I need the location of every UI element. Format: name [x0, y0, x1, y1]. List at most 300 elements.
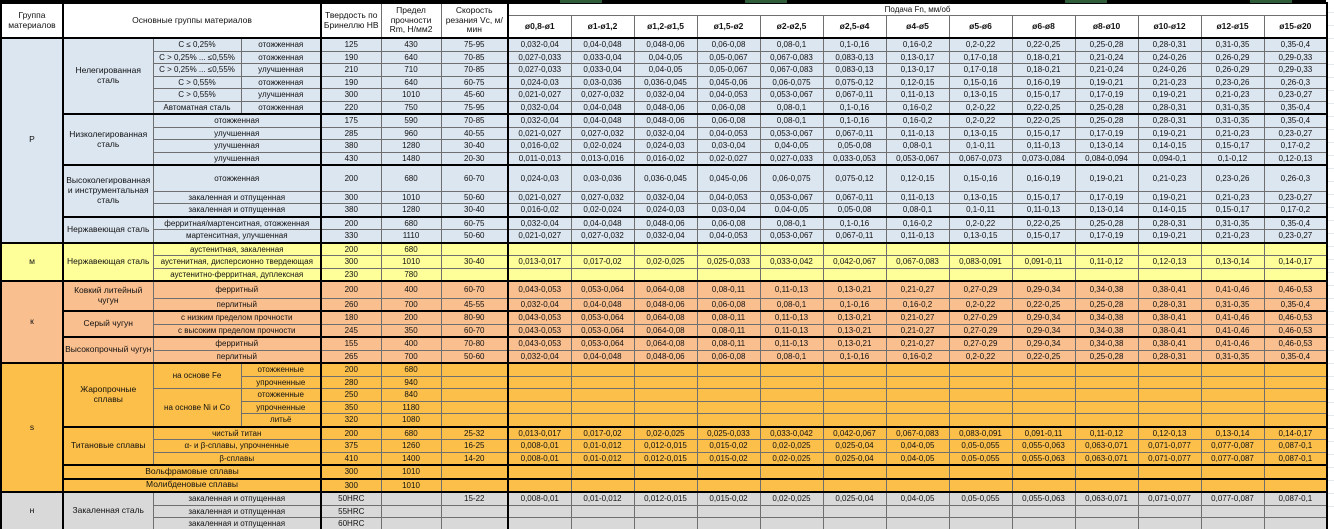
cell-feed[interactable]: 0,048-0,06	[634, 101, 697, 114]
cell-feed[interactable]: 0,2-0,22	[949, 114, 1012, 127]
cell-feed[interactable]: 0,067-0,083	[886, 427, 949, 440]
cell-feed[interactable]: 0,017-0,02	[571, 256, 634, 269]
cell-feed[interactable]: 0,13-0,15	[949, 191, 1012, 204]
cell-feed[interactable]: 0,17-0,2	[1264, 140, 1327, 153]
cell-hardness[interactable]: 410	[321, 452, 381, 465]
cell-feed[interactable]	[1264, 376, 1327, 389]
cell-speed[interactable]	[441, 363, 508, 376]
cell-feed[interactable]: 0,04-0,053	[697, 89, 760, 102]
cell-feed[interactable]: 0,021-0,027	[508, 191, 571, 204]
cell-feed[interactable]	[508, 401, 571, 414]
cell-feed[interactable]	[949, 401, 1012, 414]
cell-feed[interactable]	[949, 465, 1012, 479]
cell-feed[interactable]: 0,05-0,067	[697, 64, 760, 77]
cell-feed[interactable]: 0,036-0,045	[634, 76, 697, 89]
cell-feed[interactable]: 0,11-0,13	[760, 337, 823, 350]
material-subtype[interactable]: с низким пределом прочности	[153, 311, 321, 324]
cell-feed[interactable]: 0,021-0,027	[508, 127, 571, 140]
cell-strength[interactable]: 1010	[381, 465, 441, 479]
cell-feed[interactable]: 0,08-0,1	[886, 140, 949, 153]
material-family[interactable]: Жаропрочные сплавы	[63, 363, 153, 427]
cell-feed[interactable]: 0,03-0,036	[571, 76, 634, 89]
cell-feed[interactable]: 0,05-0,08	[823, 204, 886, 217]
cell-speed[interactable]: 80-90	[441, 311, 508, 324]
cell-feed[interactable]: 0,06-0,08	[697, 298, 760, 311]
cell-feed[interactable]	[634, 376, 697, 389]
cell-feed[interactable]: 0,084-0,094	[1075, 152, 1138, 165]
cell-feed[interactable]	[571, 414, 634, 427]
cell-feed[interactable]	[634, 465, 697, 479]
cell-feed[interactable]: 0,06-0,08	[697, 38, 760, 51]
material-state[interactable]: отожженные	[241, 389, 321, 402]
cell-speed[interactable]	[441, 401, 508, 414]
cell-hardness[interactable]: 300	[321, 256, 381, 269]
cell-feed[interactable]: 0,043-0,053	[508, 337, 571, 350]
cell-speed[interactable]	[441, 479, 508, 493]
cell-feed[interactable]	[823, 414, 886, 427]
cell-feed[interactable]: 0,042-0,067	[823, 427, 886, 440]
cell-speed[interactable]	[441, 505, 508, 518]
cell-feed[interactable]	[697, 414, 760, 427]
cell-speed[interactable]: 45-55	[441, 298, 508, 311]
cell-strength[interactable]: 680	[381, 217, 441, 230]
cell-feed[interactable]	[571, 376, 634, 389]
cell-feed[interactable]: 0,08-0,1	[760, 38, 823, 51]
cell-feed[interactable]	[949, 479, 1012, 493]
cell-feed[interactable]: 0,067-0,083	[760, 64, 823, 77]
cell-speed[interactable]: 75-95	[441, 101, 508, 114]
cell-feed[interactable]: 0,16-0,19	[1012, 76, 1075, 89]
cell-feed[interactable]: 0,045-0,06	[697, 76, 760, 89]
cell-feed[interactable]: 0,04-0,053	[697, 127, 760, 140]
cell-feed[interactable]	[1012, 401, 1075, 414]
material-state[interactable]: литьё	[241, 414, 321, 427]
cell-feed[interactable]: 0,27-0,29	[949, 281, 1012, 298]
cell-feed[interactable]: 0,013-0,017	[508, 256, 571, 269]
cell-feed[interactable]: 0,087-0,1	[1264, 492, 1327, 505]
cell-feed[interactable]: 0,17-0,2	[1264, 204, 1327, 217]
cell-strength[interactable]: 1180	[381, 401, 441, 414]
material-subtype[interactable]: закаленная и отпущенная	[153, 191, 321, 204]
cell-feed[interactable]	[1138, 414, 1201, 427]
cell-feed[interactable]: 0,29-0,33	[1264, 64, 1327, 77]
cell-feed[interactable]: 0,1-0,16	[823, 350, 886, 363]
cell-feed[interactable]: 0,04-0,05	[634, 64, 697, 77]
cell-feed[interactable]: 0,08-0,1	[760, 217, 823, 230]
cell-feed[interactable]	[1075, 363, 1138, 376]
cell-feed[interactable]: 0,28-0,31	[1138, 38, 1201, 51]
cell-feed[interactable]: 0,013-0,016	[571, 152, 634, 165]
cell-feed[interactable]: 0,12-0,15	[886, 76, 949, 89]
cell-feed[interactable]	[823, 243, 886, 256]
cell-feed[interactable]: 0,21-0,27	[886, 311, 949, 324]
cell-speed[interactable]	[441, 243, 508, 256]
cell-feed[interactable]	[1075, 243, 1138, 256]
cell-feed[interactable]	[571, 243, 634, 256]
cell-feed[interactable]: 0,063-0,071	[1075, 440, 1138, 453]
cell-hardness[interactable]: 300	[321, 465, 381, 479]
cell-hardness[interactable]: 200	[321, 165, 381, 191]
cell-feed[interactable]	[1012, 505, 1075, 518]
cell-feed[interactable]: 0,04-0,05	[760, 204, 823, 217]
cell-speed[interactable]: 60-70	[441, 165, 508, 191]
cell-hardness[interactable]: 200	[321, 281, 381, 298]
cell-feed[interactable]: 0,12-0,13	[1264, 152, 1327, 165]
cell-feed[interactable]	[634, 389, 697, 402]
cell-feed[interactable]: 0,25-0,28	[1075, 350, 1138, 363]
cell-feed[interactable]: 0,13-0,14	[1201, 256, 1264, 269]
cell-feed[interactable]: 0,31-0,35	[1201, 217, 1264, 230]
cell-feed[interactable]: 0,08-0,11	[697, 337, 760, 350]
cell-feed[interactable]: 0,091-0,11	[1012, 256, 1075, 269]
cell-strength[interactable]: 1010	[381, 256, 441, 269]
cell-feed[interactable]	[1201, 363, 1264, 376]
cell-strength[interactable]: 400	[381, 337, 441, 350]
cell-feed[interactable]	[697, 268, 760, 281]
cell-strength[interactable]: 1010	[381, 191, 441, 204]
cell-feed[interactable]	[571, 518, 634, 529]
cell-feed[interactable]: 0,21-0,23	[1201, 89, 1264, 102]
cell-feed[interactable]: 0,31-0,35	[1201, 350, 1264, 363]
cell-feed[interactable]: 0,15-0,17	[1012, 89, 1075, 102]
cell-hardness[interactable]: 230	[321, 268, 381, 281]
cell-feed[interactable]: 0,2-0,22	[949, 217, 1012, 230]
cell-feed[interactable]: 0,04-0,05	[634, 51, 697, 64]
cell-feed[interactable]: 0,055-0,063	[1012, 440, 1075, 453]
cell-feed[interactable]	[760, 376, 823, 389]
material-state[interactable]: отожженная	[241, 101, 321, 114]
material-subtype[interactable]: аустенитно-ферритная, дуплексная	[153, 268, 321, 281]
cell-feed[interactable]: 0,29-0,34	[1012, 281, 1075, 298]
cell-feed[interactable]	[697, 389, 760, 402]
cell-feed[interactable]: 0,26-0,3	[1264, 76, 1327, 89]
cell-feed[interactable]	[508, 268, 571, 281]
cell-feed[interactable]: 0,16-0,2	[886, 350, 949, 363]
cell-feed[interactable]: 0,28-0,31	[1138, 114, 1201, 127]
cell-feed[interactable]: 0,13-0,21	[823, 337, 886, 350]
cell-feed[interactable]: 0,053-0,067	[886, 152, 949, 165]
cell-feed[interactable]: 0,055-0,063	[1012, 492, 1075, 505]
cell-speed[interactable]: 75-95	[441, 38, 508, 51]
cell-feed[interactable]: 0,02-0,025	[760, 440, 823, 453]
cell-feed[interactable]: 0,31-0,35	[1201, 101, 1264, 114]
cell-feed[interactable]: 0,16-0,2	[886, 217, 949, 230]
cell-feed[interactable]: 0,048-0,06	[634, 298, 697, 311]
cell-feed[interactable]: 0,032-0,04	[508, 38, 571, 51]
cell-feed[interactable]: 0,083-0,13	[823, 51, 886, 64]
cell-feed[interactable]: 0,067-0,11	[823, 191, 886, 204]
cell-hardness[interactable]: 220	[321, 101, 381, 114]
cell-feed[interactable]	[571, 505, 634, 518]
cell-feed[interactable]: 0,02-0,025	[634, 256, 697, 269]
cell-strength[interactable]: 750	[381, 101, 441, 114]
cell-feed[interactable]: 0,043-0,053	[508, 311, 571, 324]
cell-feed[interactable]: 0,027-0,033	[760, 152, 823, 165]
cell-feed[interactable]	[886, 363, 949, 376]
material-subtype[interactable]: аустенитная, дисперсионно твердеющая	[153, 256, 321, 269]
cell-feed[interactable]: 0,04-0,048	[571, 101, 634, 114]
material-subtype[interactable]: отожженная	[153, 165, 321, 191]
cell-feed[interactable]	[949, 389, 1012, 402]
header-diameter[interactable]: ø1-ø1,2	[571, 16, 634, 39]
cell-feed[interactable]: 0,077-0,087	[1201, 492, 1264, 505]
cell-hardness[interactable]: 245	[321, 324, 381, 337]
cell-feed[interactable]: 0,05-0,055	[949, 452, 1012, 465]
material-state[interactable]: улучшенная	[241, 89, 321, 102]
material-family[interactable]: Молибденовые сплавы	[63, 479, 321, 493]
cell-strength[interactable]: 1080	[381, 414, 441, 427]
cell-feed[interactable]: 0,024-0,03	[508, 165, 571, 191]
cell-strength[interactable]: 1260	[381, 440, 441, 453]
cell-strength[interactable]: 350	[381, 324, 441, 337]
cell-strength[interactable]: 430	[381, 38, 441, 51]
cell-feed[interactable]	[1138, 505, 1201, 518]
material-subtype[interactable]: улучшенная	[153, 140, 321, 153]
cell-hardness[interactable]: 285	[321, 127, 381, 140]
cell-strength[interactable]: 960	[381, 127, 441, 140]
cell-feed[interactable]: 0,17-0,19	[1075, 89, 1138, 102]
cell-feed[interactable]	[508, 505, 571, 518]
cell-feed[interactable]	[1075, 376, 1138, 389]
cell-feed[interactable]: 0,21-0,23	[1138, 76, 1201, 89]
cell-feed[interactable]: 0,04-0,05	[886, 492, 949, 505]
cell-feed[interactable]	[1075, 465, 1138, 479]
material-state[interactable]: упрочненные	[241, 401, 321, 414]
cell-feed[interactable]: 0,033-0,042	[760, 427, 823, 440]
cell-feed[interactable]: 0,19-0,21	[1075, 76, 1138, 89]
cell-feed[interactable]: 0,087-0,1	[1264, 452, 1327, 465]
cell-feed[interactable]: 0,21-0,23	[1201, 230, 1264, 243]
cell-hardness[interactable]: 55HRC	[321, 505, 381, 518]
cell-feed[interactable]: 0,34-0,38	[1075, 311, 1138, 324]
cell-feed[interactable]: 0,011-0,013	[508, 152, 571, 165]
cell-feed[interactable]	[571, 268, 634, 281]
cell-feed[interactable]: 0,071-0,077	[1138, 440, 1201, 453]
material-subgroup[interactable]: на основе Ni и Co	[153, 389, 241, 427]
cell-strength[interactable]: 1400	[381, 452, 441, 465]
cell-feed[interactable]	[1012, 389, 1075, 402]
cell-feed[interactable]: 0,29-0,34	[1012, 311, 1075, 324]
cell-feed[interactable]	[760, 401, 823, 414]
material-family[interactable]: Высокопрочный чугун	[63, 337, 153, 363]
cell-feed[interactable]: 0,35-0,4	[1264, 101, 1327, 114]
cell-feed[interactable]: 0,064-0,08	[634, 281, 697, 298]
cell-feed[interactable]: 0,15-0,16	[949, 76, 1012, 89]
cell-speed[interactable]	[441, 414, 508, 427]
cell-feed[interactable]	[760, 505, 823, 518]
cell-feed[interactable]: 0,16-0,2	[886, 114, 949, 127]
cell-feed[interactable]	[1264, 401, 1327, 414]
cell-feed[interactable]: 0,021-0,027	[508, 230, 571, 243]
cell-feed[interactable]: 0,41-0,46	[1201, 324, 1264, 337]
cell-feed[interactable]: 0,31-0,35	[1201, 298, 1264, 311]
cell-feed[interactable]: 0,036-0,045	[634, 165, 697, 191]
cell-feed[interactable]: 0,015-0,02	[697, 492, 760, 505]
cell-feed[interactable]: 0,11-0,12	[1075, 256, 1138, 269]
cell-feed[interactable]	[1138, 465, 1201, 479]
cell-feed[interactable]	[823, 479, 886, 493]
cell-feed[interactable]: 0,15-0,17	[1012, 191, 1075, 204]
cell-feed[interactable]	[697, 243, 760, 256]
material-subtype[interactable]: улучшенная	[153, 152, 321, 165]
cell-feed[interactable]: 0,032-0,04	[508, 217, 571, 230]
cell-feed[interactable]: 0,28-0,31	[1138, 298, 1201, 311]
cell-strength[interactable]: 700	[381, 350, 441, 363]
cell-feed[interactable]: 0,35-0,4	[1264, 350, 1327, 363]
cell-speed[interactable]: 15-22	[441, 492, 508, 505]
cell-feed[interactable]: 0,1-0,16	[823, 298, 886, 311]
cell-strength[interactable]: 1280	[381, 140, 441, 153]
cell-feed[interactable]: 0,12-0,13	[1138, 427, 1201, 440]
cell-feed[interactable]: 0,17-0,19	[1075, 230, 1138, 243]
group-letter[interactable]: к	[1, 281, 63, 363]
cell-feed[interactable]: 0,08-0,1	[760, 298, 823, 311]
cell-feed[interactable]	[949, 376, 1012, 389]
cell-feed[interactable]: 0,083-0,091	[949, 256, 1012, 269]
cell-feed[interactable]	[823, 376, 886, 389]
cell-feed[interactable]: 0,21-0,23	[1201, 127, 1264, 140]
cell-speed[interactable]	[441, 389, 508, 402]
cell-feed[interactable]: 0,094-0,1	[1138, 152, 1201, 165]
cell-feed[interactable]: 0,1-0,16	[823, 217, 886, 230]
cell-feed[interactable]	[1264, 465, 1327, 479]
cell-feed[interactable]: 0,053-0,064	[571, 324, 634, 337]
material-subtype[interactable]: C ≤ 0,25%	[153, 38, 241, 51]
cell-hardness[interactable]: 180	[321, 311, 381, 324]
cell-feed[interactable]: 0,032-0,04	[508, 101, 571, 114]
cell-feed[interactable]	[1012, 376, 1075, 389]
cell-feed[interactable]: 0,11-0,13	[886, 230, 949, 243]
cell-feed[interactable]: 0,27-0,29	[949, 311, 1012, 324]
material-subtype[interactable]: перлитный	[153, 298, 321, 311]
cell-feed[interactable]	[1264, 479, 1327, 493]
cell-feed[interactable]: 0,048-0,06	[634, 217, 697, 230]
cell-feed[interactable]: 0,13-0,14	[1075, 204, 1138, 217]
cell-strength[interactable]	[381, 492, 441, 505]
cell-feed[interactable]	[760, 363, 823, 376]
cell-feed[interactable]: 0,032-0,04	[508, 298, 571, 311]
cell-feed[interactable]: 0,053-0,067	[760, 89, 823, 102]
cell-feed[interactable]: 0,04-0,048	[571, 38, 634, 51]
cell-feed[interactable]: 0,02-0,025	[760, 492, 823, 505]
cell-feed[interactable]: 0,11-0,13	[886, 89, 949, 102]
cell-feed[interactable]	[886, 505, 949, 518]
material-state[interactable]: отожженные	[241, 363, 321, 376]
cell-feed[interactable]: 0,31-0,35	[1201, 38, 1264, 51]
material-subtype[interactable]: мартенситная, улучшенная	[153, 230, 321, 243]
cell-feed[interactable]: 0,027-0,033	[508, 64, 571, 77]
cell-feed[interactable]: 0,17-0,18	[949, 51, 1012, 64]
cell-feed[interactable]: 0,012-0,015	[634, 440, 697, 453]
material-state[interactable]: улучшенная	[241, 64, 321, 77]
cell-feed[interactable]: 0,26-0,3	[1264, 165, 1327, 191]
cell-feed[interactable]: 0,35-0,4	[1264, 114, 1327, 127]
cell-hardness[interactable]: 200	[321, 363, 381, 376]
cell-feed[interactable]	[1012, 243, 1075, 256]
cell-feed[interactable]: 0,29-0,33	[1264, 51, 1327, 64]
cell-feed[interactable]: 0,21-0,23	[1138, 165, 1201, 191]
cell-feed[interactable]: 0,08-0,11	[697, 311, 760, 324]
cell-hardness[interactable]: 320	[321, 414, 381, 427]
cell-hardness[interactable]: 260	[321, 298, 381, 311]
cell-feed[interactable]: 0,13-0,15	[949, 127, 1012, 140]
cell-feed[interactable]	[1138, 363, 1201, 376]
cell-feed[interactable]	[886, 414, 949, 427]
material-subtype[interactable]: отожженная	[153, 114, 321, 127]
cell-feed[interactable]	[634, 401, 697, 414]
cell-feed[interactable]: 0,24-0,26	[1138, 51, 1201, 64]
cell-feed[interactable]: 0,16-0,2	[886, 101, 949, 114]
cell-feed[interactable]	[886, 389, 949, 402]
cell-speed[interactable]	[441, 376, 508, 389]
material-family[interactable]: Ковкий литейный чугун	[63, 281, 153, 311]
cell-feed[interactable]	[1264, 268, 1327, 281]
header-diameter[interactable]: ø2-ø2,5	[760, 16, 823, 39]
cell-feed[interactable]: 0,15-0,17	[1012, 127, 1075, 140]
cell-speed[interactable]: 20-30	[441, 152, 508, 165]
cell-feed[interactable]: 0,1-0,12	[1201, 152, 1264, 165]
cell-feed[interactable]: 0,077-0,087	[1201, 440, 1264, 453]
cell-feed[interactable]	[508, 518, 571, 529]
cell-feed[interactable]: 0,027-0,033	[508, 51, 571, 64]
cell-feed[interactable]: 0,1-0,11	[949, 140, 1012, 153]
cell-feed[interactable]: 0,25-0,28	[1075, 298, 1138, 311]
cell-strength[interactable]: 680	[381, 363, 441, 376]
cell-feed[interactable]: 0,067-0,083	[886, 256, 949, 269]
material-subtype[interactable]: C > 0,25% ... ≤0,55%	[153, 64, 241, 77]
cell-feed[interactable]: 0,05-0,067	[697, 51, 760, 64]
cell-feed[interactable]: 0,21-0,27	[886, 324, 949, 337]
cell-feed[interactable]: 0,06-0,075	[760, 76, 823, 89]
cell-speed[interactable]	[441, 518, 508, 529]
cell-feed[interactable]: 0,08-0,11	[697, 281, 760, 298]
cell-feed[interactable]	[949, 414, 1012, 427]
cell-hardness[interactable]: 330	[321, 230, 381, 243]
cell-feed[interactable]: 0,02-0,027	[697, 152, 760, 165]
cell-feed[interactable]: 0,05-0,055	[949, 492, 1012, 505]
cell-feed[interactable]: 0,11-0,13	[886, 191, 949, 204]
cell-feed[interactable]: 0,19-0,21	[1138, 89, 1201, 102]
cell-feed[interactable]: 0,34-0,38	[1075, 281, 1138, 298]
cell-feed[interactable]	[1138, 518, 1201, 529]
header-diameter[interactable]: ø2,5-ø4	[823, 16, 886, 39]
cell-feed[interactable]: 0,1-0,16	[823, 114, 886, 127]
cell-hardness[interactable]: 210	[321, 64, 381, 77]
cell-feed[interactable]: 0,25-0,28	[1075, 101, 1138, 114]
cell-strength[interactable]: 940	[381, 376, 441, 389]
header-diameter[interactable]: ø0,8-ø1	[508, 16, 571, 39]
cell-feed[interactable]	[571, 479, 634, 493]
cell-hardness[interactable]: 155	[321, 337, 381, 350]
cell-feed[interactable]	[1075, 389, 1138, 402]
cell-feed[interactable]: 0,35-0,4	[1264, 298, 1327, 311]
cell-feed[interactable]	[697, 518, 760, 529]
cell-feed[interactable]: 0,23-0,26	[1201, 165, 1264, 191]
cell-hardness[interactable]: 60HRC	[321, 518, 381, 529]
cell-feed[interactable]: 0,25-0,28	[1075, 217, 1138, 230]
cell-feed[interactable]: 0,11-0,13	[886, 127, 949, 140]
material-subtype[interactable]: перлитный	[153, 350, 321, 363]
cell-feed[interactable]	[760, 479, 823, 493]
cell-feed[interactable]: 0,17-0,18	[949, 64, 1012, 77]
cell-feed[interactable]: 0,38-0,41	[1138, 337, 1201, 350]
cell-feed[interactable]	[1264, 363, 1327, 376]
cell-feed[interactable]	[634, 505, 697, 518]
cell-feed[interactable]: 0,075-0,12	[823, 165, 886, 191]
cell-strength[interactable]: 1010	[381, 479, 441, 493]
material-subtype[interactable]: ферритная/мартенситная, отожженная	[153, 217, 321, 230]
cell-feed[interactable]	[1075, 479, 1138, 493]
